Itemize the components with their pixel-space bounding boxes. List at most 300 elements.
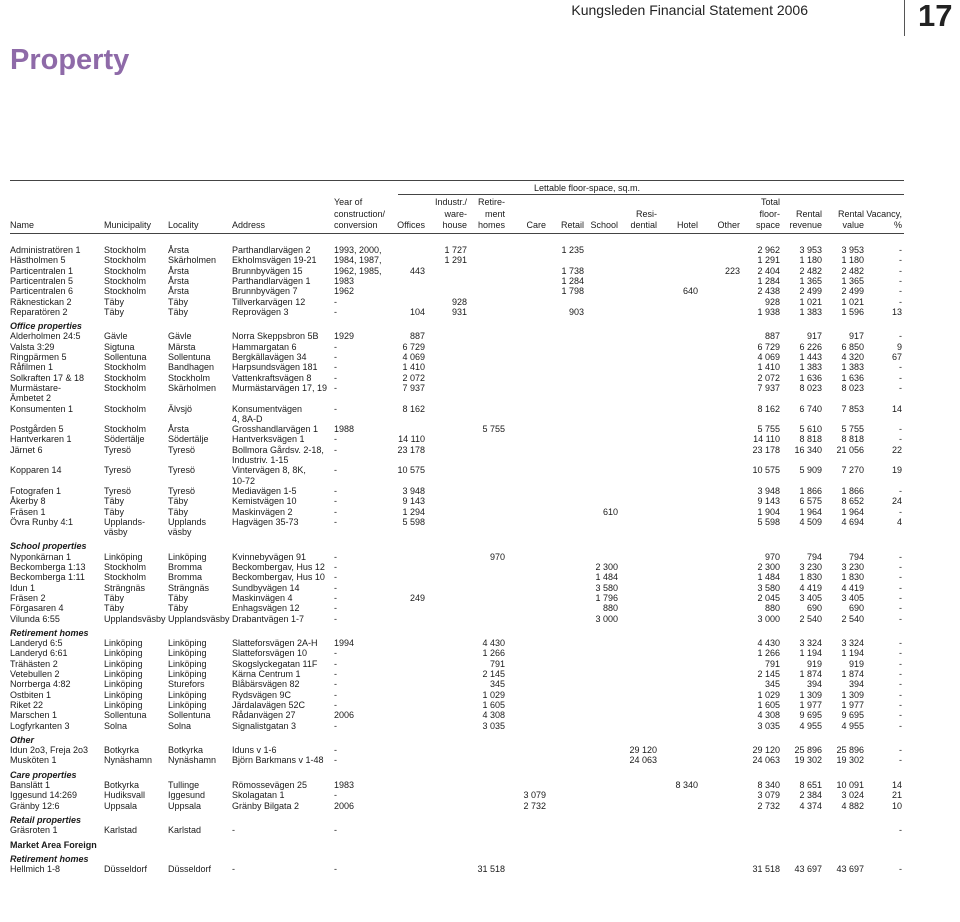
cell-offices: 14 110 [398,434,425,445]
cell-vacancy: 19 [891,465,902,476]
cell-year: - [334,403,337,414]
column-header-revenue: revenue [789,220,822,230]
cell-care: 2 732 [523,800,546,811]
cell-revenue: 2 384 [799,790,822,801]
cell-vacancy: 22 [891,444,902,455]
cell-address: Kvinnebyvägen 91 [232,551,307,562]
column-header-vacancy: % [893,220,902,230]
cell-municipality: Linköping [104,638,143,649]
cell-address: Mediavägen 1-5 [232,485,297,496]
section-heading: Office properties [10,321,82,332]
cell-industry: 931 [451,306,467,317]
cell-locality: Solna [168,720,192,731]
cell-municipality: Stockholm [104,286,147,297]
cell-locality: Märsta [168,341,196,352]
cell-vacancy: - [899,506,902,517]
cell-revenue: 19 302 [794,755,822,766]
rule-top [10,180,904,181]
cell-revenue: 3 953 [799,245,822,255]
cell-name: Murmästare- [10,382,62,393]
cell-year: - [334,582,337,593]
cell-vacancy: - [899,669,902,679]
cell-vacancy: - [899,331,902,342]
cell-year: - [334,352,337,362]
cell-address: Harpsundsvägen 181 [232,362,318,373]
cell-vacancy: 21 [891,790,902,801]
cell-vacancy: - [899,286,902,297]
cell-residential: 24 063 [629,755,657,766]
cell-locality: Täby [168,592,189,603]
cell-municipality: Stockholm [104,572,147,583]
cell-total: 4 308 [757,710,780,721]
cell-name: Musköten 1 [10,755,57,766]
cell-name: Particentralen 1 [10,265,74,276]
cell-locality: Upplandsväsby [168,613,230,624]
cell-vacancy: 10 [891,800,902,811]
cell-vacancy: - [899,755,902,766]
cell-school: 880 [602,603,618,614]
cell-municipality: Sollentuna [104,710,147,721]
cell-name: Beckomberga 1:11 [10,572,85,583]
cell-total: 1 904 [757,506,780,517]
cell-value: 1 365 [841,275,864,286]
cell-revenue: 1 830 [799,572,822,583]
cell-revenue: 1 021 [799,296,822,307]
cell-retirement: 3 035 [482,720,505,731]
cell-year: - [334,465,337,476]
cell-vacancy: - [899,638,902,649]
cell-value: 8 652 [841,496,864,507]
cell-year: - [334,864,337,875]
cell-offices: 10 575 [397,465,425,476]
cell-address: Reprovägen 3 [232,306,289,317]
cell-total: 2 438 [757,286,780,297]
cell-value: 1 021 [841,296,864,307]
cell-address: Signalistgatan 3 [232,720,297,731]
cell-locality: Årsta [168,245,190,255]
cell-revenue: 1 866 [799,485,822,496]
cell-total: 1 605 [757,699,780,710]
cell-locality: Bromma [168,572,203,583]
cell-address: Bollmora Gårdsv. 2-18, [232,444,324,455]
cell-locality: Skärholmen [168,255,217,266]
cell-address: Skogslyckegatan 11F [232,658,318,669]
cell-value: 25 896 [836,745,864,756]
cell-revenue: 1 964 [799,506,822,517]
cell-address: Brunnbyvägen 7 [232,286,298,297]
cell-value: 9 695 [841,710,864,721]
cell-offices: 5 598 [402,516,425,527]
cell-name: Vetebullen 2 [10,669,60,679]
cell-offices: 104 [409,306,425,317]
cell-address: Vattenkraftsvägen 8 [232,372,312,383]
cell-hotel: 8 340 [675,780,698,790]
cell-revenue: 16 340 [794,444,822,455]
cell-value: 1 866 [841,485,864,496]
section-heading: Retirement homes [10,853,89,864]
cell-address: Tillverkarvägen 12 [232,296,306,307]
cell-revenue: 917 [806,331,822,342]
column-header-retirement: homes [477,220,505,230]
cell-vacancy: - [899,551,902,562]
cell-address: Hammargatan 6 [232,341,297,352]
cell-total: 1 284 [757,275,780,286]
rule-header [10,233,904,234]
cell-revenue: 1 365 [799,275,822,286]
cell-revenue: 2 499 [799,286,822,297]
cell-address: Gränby Bilgata 2 [232,800,300,811]
cell-value: 794 [848,551,864,562]
cell-school: 3 000 [595,613,618,624]
cell-year: - [334,372,337,383]
cell-value: 1 180 [841,255,864,266]
column-header-locality: Locality [168,220,199,230]
cell-total: 14 110 [753,434,780,445]
cell-municipality: väsby [104,527,128,538]
cell-locality: Täby [168,496,189,507]
cell-locality: Södertälje [168,434,209,445]
cell-year: - [334,755,337,766]
cell-name: Riket 22 [10,699,44,710]
cell-locality: Täby [168,306,189,317]
cell-vacancy: - [899,434,902,445]
cell-retirement: 1 605 [482,699,505,710]
cell-locality: Uppsala [168,800,202,811]
cell-revenue: 690 [806,603,822,614]
cell-locality: Sollentuna [168,710,211,721]
cell-revenue: 919 [806,658,822,669]
cell-total: 10 575 [752,465,780,476]
cell-value: 2 499 [841,286,864,297]
cell-value: 4 882 [841,800,864,811]
cell-total: 2 404 [757,265,780,276]
cell-school: 2 300 [595,562,618,572]
cell-name: Logfyrkanten 3 [10,720,70,731]
cell-total: 1 410 [757,362,780,373]
cell-total: 880 [764,603,780,614]
cell-revenue: 4 955 [799,720,822,731]
cell-vacancy: 13 [891,306,902,317]
cell-total: 4 069 [757,352,780,362]
cell-retail: 1 235 [561,245,584,255]
page-header [0,0,960,40]
cell-vacancy: - [899,745,902,756]
cell-name: Postgården 5 [10,424,64,435]
cell-locality: väsby [168,527,192,538]
cell-municipality: Upplandsväsby [104,613,166,624]
cell-industry: 928 [451,296,467,307]
cell-total: 8 340 [757,780,780,790]
cell-locality: Årsta [168,424,190,435]
cell-vacancy: 9 [896,341,902,352]
cell-municipality: Linköping [104,648,143,659]
cell-offices: 1 294 [402,506,425,517]
cell-total: 928 [764,296,780,307]
cell-value: 394 [848,679,864,690]
cell-name: Fotografen 1 [10,485,62,496]
cell-name: Valsta 3:29 [10,341,55,352]
cell-address: Maskinvägen 2 [232,506,293,517]
cell-address: Slatteforsvägen 2A-H [232,638,318,649]
cell-address: Rådanvägen 27 [232,710,296,721]
cell-address: 10-72 [232,475,256,486]
cell-offices: 6 729 [402,341,425,352]
cell-value: 1 874 [841,669,864,679]
cell-vacancy: - [899,825,902,836]
cell-locality: Linköping [168,648,207,659]
cell-total: 2 962 [757,245,780,255]
cell-municipality: Tyresö [104,465,132,476]
cell-municipality: Stockholm [104,372,147,383]
cell-year: - [334,669,337,679]
cell-year: - [334,362,337,373]
cell-value: 7 270 [841,465,864,476]
cell-offices: 9 143 [402,496,425,507]
page-title: Property [10,44,130,76]
cell-name: Reparatören 2 [10,306,68,317]
cell-total: 8 162 [757,403,780,414]
cell-year: - [334,720,337,731]
cell-municipality: Linköping [104,689,143,700]
cell-year: 1988 [334,424,355,435]
cell-address: Parthandlarvägen 1 [232,275,311,286]
cell-locality: Tyresö [168,444,196,455]
cell-total: 2 072 [757,372,780,383]
cell-locality: Nynäshamn [168,755,217,766]
page-number: 17 [918,0,953,33]
cell-locality: Täby [168,296,189,307]
cell-retail: 1 738 [561,265,584,276]
cell-address: Hantverksvägen 1 [232,434,305,445]
cell-municipality: Upplands- [104,516,146,527]
cell-year: - [334,603,337,614]
cell-revenue: 8 023 [799,382,822,393]
cell-revenue: 1 977 [799,699,822,710]
cell-total: 9 143 [757,496,780,507]
cell-residential: 29 120 [629,745,657,756]
cell-vacancy: - [899,296,902,307]
cell-revenue: 6 575 [799,496,822,507]
cell-year: 1983 [334,275,355,286]
cell-address: Vintervägen 8, 8K, [232,465,306,476]
cell-locality: Täby [168,506,189,517]
cell-municipality: Stockholm [104,403,147,414]
cell-municipality: Uppsala [104,800,138,811]
cell-value: 7 853 [841,403,864,414]
column-header-value: value [842,220,864,230]
cell-year: - [334,689,337,700]
cell-locality: Bromma [168,562,203,572]
cell-retirement: 5 755 [482,424,505,435]
cell-total: 3 035 [757,720,780,731]
cell-revenue: 6 226 [799,341,822,352]
cell-name: Hantverkaren 1 [10,434,72,445]
cell-name: Åkerby 8 [10,496,46,507]
cell-name: Landeryd 6:61 [10,648,68,659]
cell-vacancy: - [899,245,902,255]
column-header-care: Care [526,220,546,230]
column-header-residential: Resi- [635,208,657,219]
cell-locality: Linköping [168,638,207,649]
cell-municipality: Täby [104,603,125,614]
cell-name: Idun 2o3, Freja 2o3 [10,745,89,756]
cell-vacancy: - [899,603,902,614]
cell-total: 31 518 [752,864,780,875]
column-header-total: Total [760,197,780,207]
cell-total: 791 [764,658,780,669]
cell-value: 3 953 [841,245,864,255]
cell-retirement: 1 029 [482,689,505,700]
cell-hotel: 640 [682,286,698,297]
cell-revenue: 1 636 [799,372,822,383]
cell-revenue: 5 610 [799,424,822,435]
cell-value: 8 818 [841,434,864,445]
cell-year: - [334,516,337,527]
column-header-address: Address [232,220,266,230]
section-heading: Care properties [10,769,77,780]
cell-year: - [334,506,337,517]
cell-locality: Årsta [168,265,190,276]
cell-revenue: 8 818 [799,434,822,445]
cell-offices: 2 072 [402,372,425,383]
cell-address: Sundbyvägen 14 [232,582,300,593]
cell-year: - [334,551,337,562]
cell-municipality: Hudiksvall [104,790,146,801]
cell-year: - [334,648,337,659]
cell-municipality: Täby [104,306,125,317]
cell-value: 3 324 [841,638,864,649]
cell-offices: 1 410 [402,362,425,373]
cell-locality: Älvsjö [168,403,193,414]
cell-retirement: 345 [489,679,505,690]
cell-total: 1 291 [757,255,780,266]
cell-offices: 23 178 [397,444,425,455]
cell-retirement: 4 430 [482,638,505,649]
cell-total: 1 266 [757,648,780,659]
cell-retail: 903 [568,306,584,317]
cell-locality: Täby [168,603,189,614]
cell-total: 887 [764,331,780,342]
cell-municipality: Karlstad [104,825,138,836]
cell-revenue: 1 180 [799,255,822,266]
cell-revenue: 1 194 [799,648,822,659]
cell-total: 1 029 [757,689,780,700]
header-divider [904,0,905,36]
cell-revenue: 9 695 [799,710,822,721]
cell-total: 1 484 [757,572,780,583]
column-header-other: Other [717,220,740,230]
cell-total: 2 732 [757,800,780,811]
cell-address: Industriv. 1-15 [232,455,289,465]
cell-name: Räknestickan 2 [10,296,72,307]
cell-year: - [334,572,337,583]
cell-locality: Linköping [168,669,207,679]
cell-vacancy: 14 [891,780,902,790]
cell-offices: 443 [409,265,425,276]
cell-value: 4 419 [841,582,864,593]
cell-locality: Düsseldorf [168,864,212,875]
cell-year: - [334,658,337,669]
cell-municipality: Stockholm [104,275,147,286]
cell-year: 1983 [334,780,355,790]
cell-value: 8 023 [841,382,864,393]
cell-revenue: 43 697 [794,864,822,875]
cell-retail: 1 798 [561,286,584,297]
cell-value: 5 755 [841,424,864,435]
cell-municipality: Tyresö [104,444,132,455]
cell-year: - [334,699,337,710]
cell-municipality: Stockholm [104,382,147,393]
cell-locality: Sollentuna [168,352,211,362]
cell-value: 690 [848,603,864,614]
cell-retirement: 31 518 [477,864,505,875]
cell-vacancy: - [899,582,902,593]
cell-revenue: 3 230 [799,562,822,572]
cell-name: Fräsen 2 [10,592,46,603]
cell-address: Ekholmsvägen 19-21 [232,255,317,266]
cell-total: 5 755 [757,424,780,435]
cell-name: Hellmich 1-8 [10,864,61,875]
cell-locality: Tyresö [168,485,196,496]
column-header-year: Year of [334,197,363,207]
cell-year: - [334,745,337,756]
cell-name: Trähästen 2 [10,658,58,669]
cell-address: - [232,825,235,836]
column-header-name: Name [10,220,35,230]
cell-year: 1929 [334,331,355,342]
cell-address: Grosshandlarvägen 1 [232,424,319,435]
cell-industry: 1 291 [444,255,467,266]
column-header-retail: Retail [560,220,584,230]
cell-total: 3 580 [757,582,780,593]
cell-locality: Upplands [168,516,207,527]
cell-value: 1 596 [841,306,864,317]
cell-municipality: Tyresö [104,485,132,496]
cell-municipality: Stockholm [104,265,147,276]
cell-value: 919 [848,658,864,669]
cell-address: Kemistvägen 10 [232,496,297,507]
cell-retirement: 791 [489,658,505,669]
cell-address: Bergkällavägen 34 [232,352,307,362]
cell-revenue: 1 383 [799,306,822,317]
cell-year: 1993, 2000, [334,245,382,255]
cell-locality: Linköping [168,658,207,669]
cell-year: - [334,496,337,507]
cell-revenue: 5 909 [799,465,822,476]
cell-value: 19 302 [836,755,864,766]
cell-year: - [334,613,337,624]
cell-name: Förgasaren 4 [10,603,64,614]
cell-municipality: Nynäshamn [104,755,153,766]
cell-total: 6 729 [757,341,780,352]
cell-year: - [334,434,337,445]
cell-name: Järnet 6 [10,444,43,455]
cell-total: 4 430 [757,638,780,649]
cell-vacancy: - [899,362,902,373]
document-title: Kungsleden Financial Statement 2006 [571,2,808,18]
cell-retail: 1 284 [561,275,584,286]
column-header-industry: ware- [444,208,467,219]
cell-municipality: Stockholm [104,362,147,373]
section-heading: Market Area Foreign [10,839,97,850]
cell-locality: Tullinge [168,780,200,790]
cell-municipality: Strängnäs [104,582,146,593]
cell-value: 1 383 [841,362,864,373]
cell-value: 1 977 [841,699,864,710]
cell-name: Beckomberga 1:13 [10,562,86,572]
cell-locality: Botkyrka [168,745,204,756]
column-header-school: School [590,220,618,230]
